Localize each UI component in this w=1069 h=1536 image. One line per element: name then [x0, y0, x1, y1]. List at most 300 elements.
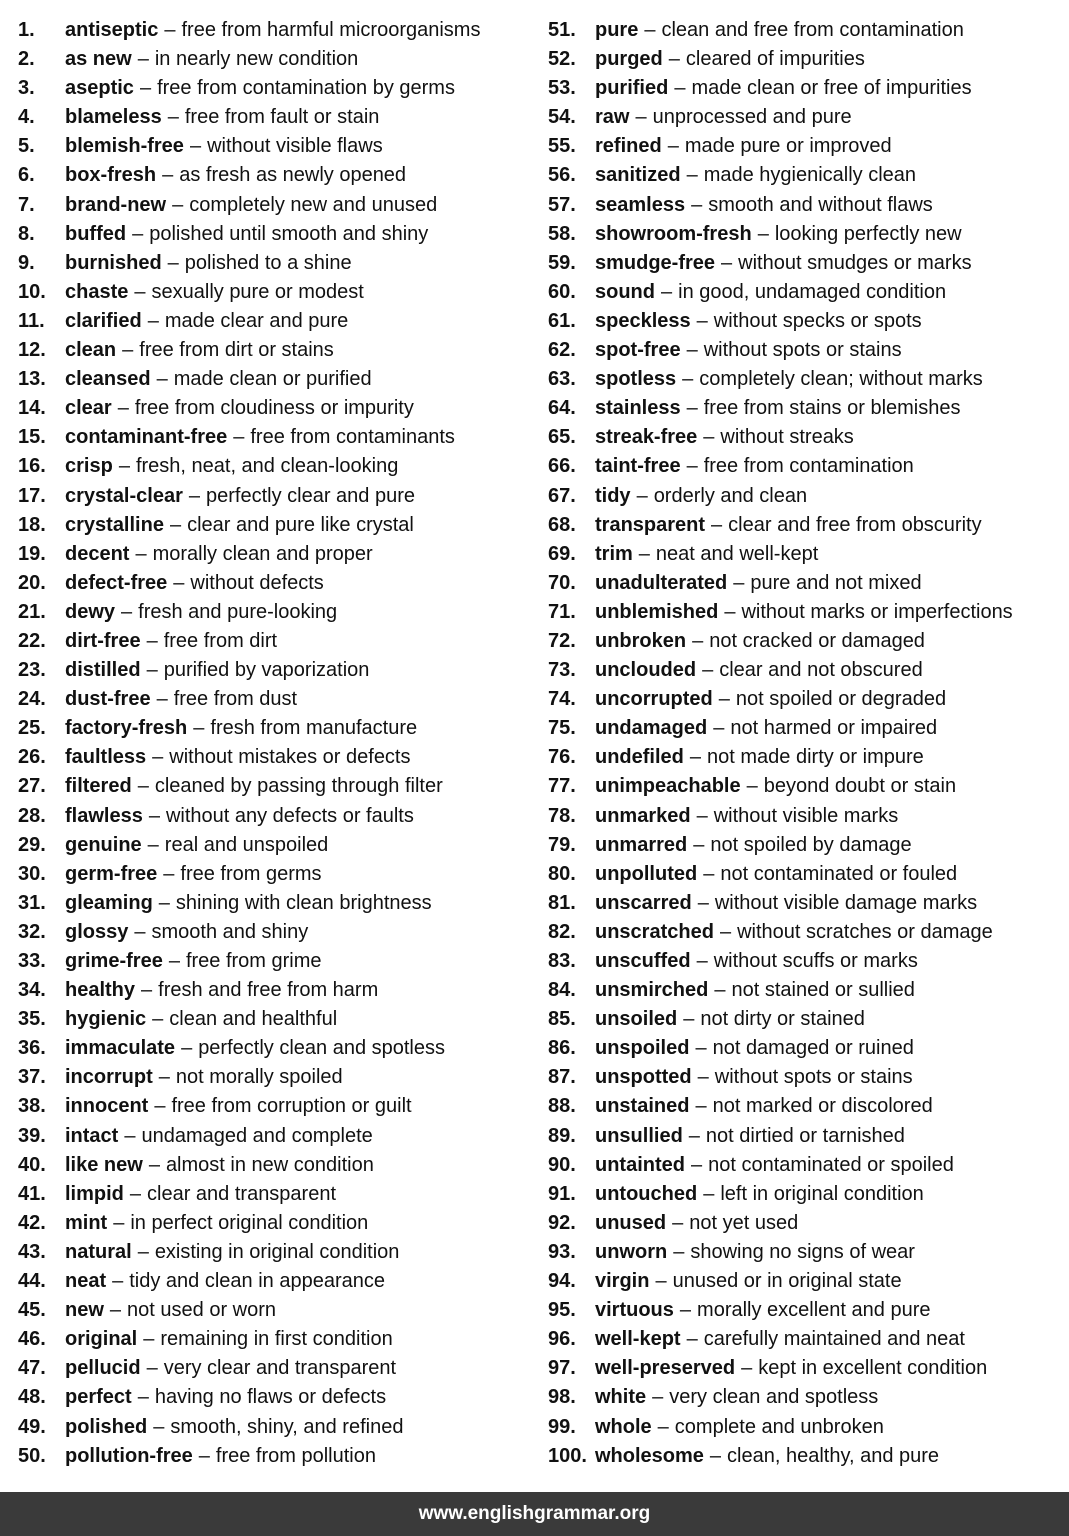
item-number: 66. [548, 455, 576, 478]
list-item [548, 161, 1063, 190]
item-definition: clear and free from obscurity [728, 513, 982, 536]
item-separator: – [721, 251, 733, 274]
item-separator: – [153, 1415, 165, 1438]
item-term: unclouded [595, 659, 697, 682]
item-term: refined [595, 135, 662, 158]
list-item [18, 918, 538, 947]
item-term: genuine [65, 833, 142, 856]
item-number: 25. [18, 717, 46, 740]
item-number: 49. [18, 1415, 46, 1438]
item-separator: – [148, 1153, 160, 1176]
list-item [18, 1092, 538, 1121]
item-number: 67. [548, 484, 576, 507]
item-separator: – [691, 193, 703, 216]
list-item [18, 1151, 538, 1180]
list-item [548, 540, 1063, 569]
item-term: untainted [595, 1153, 685, 1176]
item-term: cleansed [65, 368, 151, 391]
item-definition: almost in new condition [165, 1153, 374, 1176]
item-number: 83. [548, 950, 576, 972]
item-separator: – [693, 833, 705, 856]
item-separator: – [661, 280, 673, 303]
list-item [548, 918, 1063, 947]
list-item [18, 1442, 538, 1471]
item-term: unimpeachable [595, 775, 741, 798]
item-term: unspoiled [595, 1037, 690, 1060]
item-number: 27. [18, 775, 46, 798]
item-definition: without marks or imperfections [741, 600, 1013, 623]
item-separator: – [122, 339, 134, 362]
item-term: pellucid [65, 1357, 141, 1380]
item-term: antiseptic [65, 19, 159, 41]
item-separator: – [164, 19, 176, 41]
item-number: 68. [548, 513, 576, 536]
item-term: glossy [65, 920, 129, 943]
item-number: 99. [548, 1415, 576, 1438]
item-number: 20. [18, 571, 46, 594]
item-separator: – [696, 804, 708, 827]
list-item [18, 161, 538, 190]
list-item [18, 220, 538, 249]
item-term: spotless [595, 368, 677, 391]
item-number: 92. [548, 1211, 576, 1234]
item-number: 46. [18, 1328, 46, 1351]
item-definition: existing in original condition [154, 1240, 400, 1263]
item-separator: – [129, 1182, 142, 1205]
list-item [548, 598, 1063, 627]
item-separator: – [146, 659, 158, 682]
item-term: crystalline [65, 513, 164, 536]
item-separator: – [711, 513, 723, 536]
item-number: 95. [548, 1299, 576, 1322]
item-number: 89. [548, 1124, 576, 1147]
item-term: flawless [65, 804, 143, 827]
item-term: mint [65, 1211, 108, 1234]
item-definition: pure and not mixed [750, 571, 922, 594]
item-definition: fresh and pure-looking [138, 600, 338, 623]
list-item [548, 103, 1063, 132]
item-number: 98. [548, 1386, 576, 1409]
item-number: 90. [548, 1153, 576, 1176]
item-separator: – [724, 600, 736, 623]
item-definition: completely new and unused [189, 193, 438, 216]
item-definition: without visible damage marks [714, 891, 978, 914]
list-item [18, 569, 538, 598]
item-definition: complete and unbroken [674, 1415, 884, 1438]
item-number: 72. [548, 629, 576, 652]
item-term: filtered [65, 775, 132, 798]
list-item [548, 336, 1063, 365]
list-item [18, 365, 538, 394]
item-definition: free from stains or blemishes [703, 397, 961, 420]
item-definition: undamaged and complete [141, 1124, 373, 1147]
item-separator: – [113, 1211, 125, 1234]
item-number: 26. [18, 746, 46, 769]
item-definition: carefully maintained and neat [703, 1328, 965, 1351]
word-list-right-column [548, 16, 1063, 1471]
item-definition: not used or worn [127, 1299, 277, 1322]
item-separator: – [168, 950, 180, 972]
item-number: 77. [548, 775, 576, 798]
list-item [548, 423, 1063, 452]
item-definition: unused or in original state [672, 1270, 902, 1293]
list-item [548, 685, 1063, 714]
item-separator: – [692, 629, 704, 652]
item-number: 43. [18, 1240, 46, 1263]
item-separator: – [696, 950, 708, 972]
item-number: 53. [548, 77, 576, 100]
list-item [548, 802, 1063, 831]
item-definition: not contaminated or spoiled [708, 1153, 954, 1176]
item-definition: made clean or purified [173, 368, 372, 391]
item-definition: purified by vaporization [163, 659, 370, 682]
item-term: grime-free [65, 950, 163, 972]
item-number: 96. [548, 1328, 576, 1351]
item-definition: not contaminated or fouled [720, 862, 958, 885]
item-term: white [595, 1386, 647, 1409]
item-separator: – [683, 1008, 695, 1031]
item-term: undamaged [595, 717, 708, 740]
item-term: showroom-fresh [595, 222, 752, 245]
item-term: clear [65, 397, 112, 420]
item-separator: – [156, 368, 168, 391]
list-item [548, 627, 1063, 656]
item-number: 55. [548, 135, 576, 158]
item-number: 93. [548, 1240, 576, 1263]
list-item [548, 132, 1063, 161]
item-number: 13. [18, 368, 46, 391]
item-definition: as fresh as newly opened [179, 164, 407, 187]
list-item [18, 1180, 538, 1209]
item-number: 45. [18, 1299, 46, 1322]
item-separator: – [635, 106, 647, 129]
item-separator: – [139, 77, 152, 100]
item-number: 61. [548, 309, 576, 332]
item-separator: – [188, 484, 200, 507]
item-term: factory-fresh [65, 717, 188, 740]
list-item [18, 831, 538, 860]
list-item [18, 743, 538, 772]
item-separator: – [134, 920, 146, 943]
list-item [18, 1005, 538, 1034]
list-item [18, 511, 538, 540]
list-item [548, 1383, 1063, 1412]
item-definition: free from corruption or guilt [171, 1095, 412, 1118]
item-definition: fresh and free from harm [158, 979, 379, 1002]
item-number: 33. [18, 950, 46, 972]
list-item [548, 1209, 1063, 1238]
item-term: unscratched [595, 920, 714, 943]
item-separator: – [137, 48, 149, 71]
footer-url[interactable]: www.englishgrammar.org [418, 1503, 651, 1524]
item-number: 80. [548, 862, 576, 885]
item-separator: – [695, 1095, 707, 1118]
item-number: 16. [18, 455, 46, 478]
item-separator: – [167, 251, 179, 274]
item-number: 6. [18, 164, 35, 187]
item-definition: showing no signs of wear [690, 1240, 915, 1263]
item-definition: in nearly new condition [154, 48, 359, 71]
list-item [548, 772, 1063, 801]
item-separator: – [702, 659, 714, 682]
item-number: 100. [548, 1444, 587, 1467]
item-definition: morally clean and proper [152, 542, 373, 565]
item-term: taint-free [595, 455, 681, 478]
item-term: neat [65, 1270, 107, 1293]
item-definition: fresh from manufacture [210, 717, 418, 740]
list-item [548, 249, 1063, 278]
item-number: 3. [18, 77, 35, 100]
list-item [548, 860, 1063, 889]
item-number: 84. [548, 979, 576, 1002]
item-definition: completely clean; without marks [699, 368, 983, 391]
item-definition: not yet used [689, 1211, 799, 1234]
word-list-left-column [18, 16, 538, 1471]
item-separator: – [163, 862, 175, 885]
item-term: original [65, 1328, 138, 1351]
item-number: 69. [548, 542, 576, 565]
item-definition: without scratches or damage [737, 920, 993, 943]
item-definition: clean and healthful [169, 1008, 338, 1031]
item-separator: – [674, 77, 686, 100]
item-separator: – [679, 1299, 692, 1322]
item-separator: – [112, 1270, 124, 1293]
item-definition: free from fault or stain [184, 106, 380, 129]
list-item [18, 249, 538, 278]
item-separator: – [682, 368, 694, 391]
item-number: 70. [548, 571, 576, 594]
item-number: 15. [18, 426, 46, 449]
item-definition: free from dirt or stains [139, 339, 334, 362]
item-number: 75. [548, 717, 576, 740]
item-separator: – [152, 1008, 164, 1031]
item-definition: without visible flaws [207, 135, 383, 158]
item-separator: – [198, 1444, 210, 1467]
list-item [18, 423, 538, 452]
item-number: 38. [18, 1095, 46, 1118]
list-item [548, 1238, 1063, 1267]
item-separator: – [733, 571, 745, 594]
item-separator: – [137, 1240, 149, 1263]
item-definition: clear and transparent [147, 1182, 337, 1205]
list-item [548, 74, 1063, 103]
item-number: 8. [18, 222, 35, 245]
item-term: purified [595, 77, 669, 100]
item-term: intact [65, 1124, 119, 1147]
item-definition: free from germs [180, 862, 322, 885]
list-item [18, 1296, 538, 1325]
item-separator: – [657, 1415, 669, 1438]
item-definition: morally excellent and pure [697, 1299, 931, 1322]
item-separator: – [668, 48, 680, 71]
list-item [548, 511, 1063, 540]
list-item [548, 1005, 1063, 1034]
item-term: well-kept [595, 1328, 681, 1351]
list-item [548, 394, 1063, 423]
list-item [548, 1413, 1063, 1442]
item-definition: not damaged or ruined [712, 1037, 914, 1060]
item-term: unused [595, 1211, 667, 1234]
item-term: purged [595, 48, 663, 71]
item-number: 11. [18, 309, 45, 332]
item-separator: – [121, 600, 133, 623]
item-separator: – [132, 222, 144, 245]
item-term: like new [65, 1153, 143, 1176]
item-separator: – [686, 455, 698, 478]
item-separator: – [169, 513, 182, 536]
list-item [18, 1325, 538, 1354]
item-number: 4. [18, 106, 35, 129]
item-definition: fresh, neat, and clean-looking [135, 455, 399, 478]
list-item [18, 976, 538, 1005]
item-separator: – [686, 339, 698, 362]
item-number: 21. [18, 600, 46, 623]
item-separator: – [141, 979, 153, 1002]
item-separator: – [118, 455, 130, 478]
item-number: 7. [18, 193, 35, 216]
list-item [18, 685, 538, 714]
item-definition: smooth and shiny [151, 920, 309, 943]
item-definition: clean and free from contamination [661, 19, 964, 41]
item-term: tidy [595, 484, 631, 507]
list-item [548, 656, 1063, 685]
item-number: 36. [18, 1037, 46, 1060]
item-separator: – [703, 1182, 715, 1205]
item-term: immaculate [65, 1037, 176, 1060]
item-separator: – [134, 280, 146, 303]
item-definition: cleaned by passing through filter [154, 775, 443, 798]
footer-bar [0, 1492, 1069, 1536]
item-separator: – [703, 862, 715, 885]
item-number: 29. [18, 833, 46, 856]
item-number: 32. [18, 920, 46, 943]
item-term: unbroken [595, 629, 687, 652]
item-term: stainless [595, 397, 681, 420]
item-number: 64. [548, 397, 576, 420]
item-separator: – [154, 1095, 166, 1118]
item-definition: sexually pure or modest [151, 280, 364, 303]
item-separator: – [652, 1386, 664, 1409]
list-item [548, 947, 1063, 976]
item-definition: without smudges or marks [738, 251, 972, 274]
list-item [548, 45, 1063, 74]
item-term: buffed [65, 222, 127, 245]
list-item [548, 1296, 1063, 1325]
list-item [18, 1354, 538, 1383]
list-item [548, 889, 1063, 918]
item-term: brand-new [65, 193, 167, 216]
item-definition: orderly and clean [653, 484, 808, 507]
list-item [548, 278, 1063, 307]
list-item [18, 860, 538, 889]
item-definition: free from contamination [703, 455, 914, 478]
item-term: aseptic [65, 77, 134, 100]
item-separator: – [714, 979, 726, 1002]
item-number: 14. [18, 397, 46, 420]
item-number: 88. [548, 1095, 576, 1118]
item-number: 63. [548, 368, 576, 391]
item-separator: – [146, 629, 158, 652]
item-term: new [65, 1299, 104, 1322]
list-item [548, 16, 1063, 45]
item-separator: – [757, 222, 769, 245]
list-item [18, 1063, 538, 1092]
item-definition: clear and pure like crystal [187, 513, 414, 536]
item-number: 18. [18, 513, 46, 536]
item-definition: free from cloudiness or impurity [134, 397, 414, 420]
item-definition: perfectly clear and pure [206, 484, 416, 507]
item-term: sound [595, 280, 655, 303]
item-term: hygienic [65, 1008, 147, 1031]
item-definition: without mistakes or defects [169, 746, 411, 769]
item-term: seamless [595, 193, 686, 216]
list-item [18, 452, 538, 481]
item-definition: without visible marks [713, 804, 899, 827]
item-separator: – [696, 309, 708, 332]
item-definition: beyond doubt or stain [763, 775, 957, 798]
list-item [18, 16, 538, 45]
item-term: streak-free [595, 426, 698, 449]
item-separator: – [147, 309, 159, 332]
item-separator: – [172, 193, 184, 216]
item-definition: not cracked or damaged [709, 629, 925, 652]
item-separator: – [233, 426, 245, 449]
item-term: unscarred [595, 891, 692, 914]
item-number: 97. [548, 1357, 576, 1380]
item-definition: without specks or spots [713, 309, 922, 332]
item-separator: – [741, 1357, 753, 1380]
list-item [18, 394, 538, 423]
item-term: unworn [595, 1240, 668, 1263]
list-item [18, 627, 538, 656]
list-item [548, 1063, 1063, 1092]
list-item [18, 656, 538, 685]
item-separator: – [109, 1299, 122, 1322]
list-item [18, 714, 538, 743]
list-item [18, 1209, 538, 1238]
item-term: as new [65, 48, 132, 71]
item-separator: – [117, 397, 129, 420]
list-item [548, 714, 1063, 743]
item-term: dirt-free [65, 629, 141, 652]
item-number: 22. [18, 629, 46, 652]
item-separator: – [667, 135, 679, 158]
item-separator: – [718, 688, 730, 711]
item-number: 87. [548, 1066, 576, 1089]
item-definition: without streaks [720, 426, 854, 449]
item-number: 82. [548, 920, 576, 943]
item-number: 37. [18, 1066, 46, 1089]
item-number: 85. [548, 1008, 576, 1031]
item-number: 74. [548, 688, 576, 711]
item-term: sanitized [595, 164, 681, 187]
item-definition: shining with clean brightness [175, 891, 432, 914]
item-separator: – [143, 1328, 155, 1351]
item-definition: free from pollution [215, 1444, 376, 1467]
item-separator: – [655, 1270, 667, 1293]
item-term: unadulterated [595, 571, 728, 594]
item-number: 91. [548, 1182, 576, 1205]
item-definition: free from contaminants [250, 426, 455, 449]
item-number: 12. [18, 339, 46, 362]
list-item [548, 452, 1063, 481]
item-term: unpolluted [595, 862, 698, 885]
item-definition: free from contamination by germs [157, 77, 455, 100]
item-term: burnished [65, 251, 162, 274]
list-item [548, 569, 1063, 598]
item-separator: – [636, 484, 648, 507]
item-number: 94. [548, 1270, 576, 1293]
